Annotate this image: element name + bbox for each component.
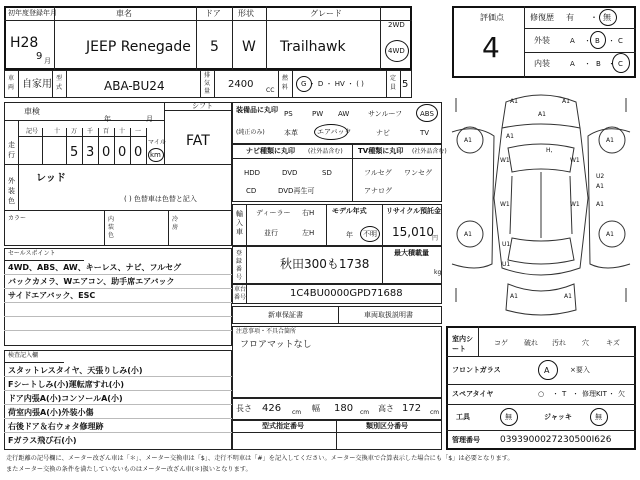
car-name-label: 車名 — [116, 9, 132, 18]
int-c: C — [618, 60, 623, 68]
chassis-label: 車台番号 — [234, 286, 247, 301]
equipment-sublabel: (純正のみ) — [236, 129, 265, 136]
color-value: レッド — [36, 173, 66, 184]
mileage-digit-5: 0 — [134, 145, 143, 160]
notes-label: 注意事項・不具合箇所 — [236, 328, 297, 335]
shift-value: FAT — [186, 133, 210, 149]
svg-text:A1: A1 — [606, 231, 614, 238]
color-note: ( ) 色替車は色替と記入 — [124, 195, 197, 203]
notes-box — [232, 326, 442, 398]
tv-label: TV種類に丸印 — [358, 147, 404, 155]
plate-label: 登録番号 — [236, 250, 243, 281]
damage-diagram — [446, 88, 636, 320]
model-label: 型式 — [56, 75, 63, 91]
cap-label: 定員 — [390, 75, 397, 91]
mileage-digit-2: 3 — [86, 145, 95, 160]
int-a: A — [570, 60, 575, 68]
disp-unit: CC — [266, 87, 275, 94]
equipment-label: 装備品に丸印 — [236, 106, 278, 114]
mgmt-label: 管理番号 — [452, 436, 480, 444]
cooler-label: 冷房 — [172, 216, 179, 231]
inspector-label: 検査記入欄 — [8, 352, 39, 359]
model-year-unknown: 不明 — [363, 230, 377, 238]
interior-seat-label: 室内シート — [452, 335, 473, 353]
registration-month-unit: 月 — [44, 57, 51, 65]
doors-value: 5 — [210, 39, 219, 55]
svg-text:W1: W1 — [570, 157, 580, 164]
svg-text:W1: W1 — [570, 201, 580, 208]
max-load-label: 最大積載量 — [394, 249, 429, 257]
recycle-value: 15,010 — [392, 225, 434, 239]
svg-text:W1: W1 — [500, 201, 510, 208]
fuel-label: 燃料 — [282, 75, 289, 91]
mileage-digit-3: 0 — [102, 145, 111, 160]
use-label: 車両 — [8, 75, 15, 91]
int-b: B — [596, 60, 601, 68]
repair-opt-3: 無 — [603, 13, 611, 22]
registration-month: 9 — [36, 51, 43, 62]
navi-label: ナビ種類に丸印 — [246, 147, 295, 155]
mgmt-value: 0393900027230500I626 — [500, 435, 612, 445]
interior-label: 内装 — [534, 59, 550, 68]
plate-value: 秋田300も1738 — [280, 257, 370, 271]
footer-line2: またメーター交換の条件を満たしていないものはメーター改ざん車(＊)扱いとなります。 — [6, 466, 252, 473]
mileage-unit-km: km — [150, 151, 161, 159]
fuel-options: G ・ D ・ HV ・ ( ) — [301, 80, 364, 88]
svg-text:A1: A1 — [596, 183, 604, 190]
mileage-unit-mile: マイル — [148, 139, 166, 146]
ext-b: B — [595, 37, 600, 45]
model-value: ABA-BU24 — [104, 79, 165, 93]
eval-label: 評価点 — [480, 13, 504, 22]
svg-text:U1: U1 — [502, 241, 511, 248]
svg-text:A1: A1 — [606, 137, 614, 144]
import-label: 輸入車 — [236, 210, 243, 236]
registration-year: H28 — [10, 35, 39, 51]
svg-text:A1: A1 — [564, 293, 572, 300]
inspection-month: 月 — [146, 115, 153, 123]
sales-label: セールスポイント — [8, 250, 56, 257]
shape-label: 形状 — [238, 9, 254, 18]
mileage-digit-4: 0 — [118, 145, 127, 160]
grade-label: グレード — [310, 9, 342, 18]
shift-label: シフト — [192, 102, 213, 110]
notes-value: フロアマットなし — [240, 340, 312, 350]
ext-c: C — [618, 37, 623, 45]
svg-text:U1: U1 — [502, 261, 511, 268]
svg-text:U2: U2 — [596, 173, 605, 180]
disp-label: 排気量 — [204, 72, 211, 95]
height-value: 172 — [402, 403, 422, 414]
use-value: 自家用 — [22, 79, 52, 90]
exterior-label: 外装 — [534, 36, 550, 45]
car-name: JEEP Renegade — [86, 39, 191, 55]
recycle-label: リサイクル預託金 — [386, 207, 442, 215]
registration-label: 初年度登録年月 — [8, 9, 57, 17]
color-label: 外装色 — [8, 177, 15, 205]
svg-text:A1: A1 — [464, 137, 472, 144]
mileage-digit-1: 5 — [70, 145, 79, 160]
tools-label: 工具 — [456, 413, 470, 421]
width-value: 180 — [334, 403, 354, 414]
repair-opt-2: ・ — [590, 13, 598, 22]
svg-text:A1: A1 — [510, 293, 518, 300]
length-value: 426 — [262, 403, 282, 414]
mileage-label: 走行 — [8, 141, 15, 159]
doors-label: ドア — [205, 9, 221, 18]
repair-opt-1: 有 — [566, 13, 574, 22]
eval-score: 4 — [482, 31, 500, 64]
ext-a: A — [570, 37, 575, 45]
auction-sheet: 初年度登録年月 H28 9 月 車名 JEEP Renegade ドア 5 形状 W グレード Trailhawk 2WD 4WD 車両 自家用 型式 ABA-BU24 排気量 2400 CC 燃料 G ・ D ・ HV ・ ( ) 定員 5 評価点 4 修復歴 有 ・ 無 外装 A ・ B ・ C 内装 A ・ B ・ C 車検 年 月 シフト FAT 走行 記号 十 万 千 百 十 一 5 3 0 0 0 マイル km 外装色 レッド ( ) 色替車は色替と記入 カラー 内装色 冷房 装備品に丸印 (純正のみ) PS PW AW サンルーフ ABS 本革 エアバック ナビ TV ナビ種類に丸印 (社外品含む) HDD DVD SD CD DVD再生可 TV種類に丸印 (社外品含む) フルセグ ワンセグ アナログ 輸入車 ディーラー 右H 並行 左H モデル年式 年 不明 リサイクル預託金 15,010 円 登録番号 秋田300も1738 最大積載量 kg 車台番号 1C4BU0000GPD71688 新車保証書 車両取扱説明書 注意事項・不具合箇所 フロアマットなし 長さ 426 cm 幅 180 cm 高さ 172 cm 型式指定番号 類別区分番号 セールスポイント 4WD、ABS、AW、キーレス、ナビ、フルセグ バックカメラ、Wエアコン、助手席エアバック サイドエアバック、ESC 検査記入欄 スタットレスタイヤ、天張りしみ(小) Fシートしみ(小)運転席すれ(小) ドア内張A(小)コンソールA(小) 荷室内張A(小)外装小傷 右後ドア＆右ウォタ修理跡 Fガラス飛び石(小) A1 A1 A1 A1 W1 W1 W1 W1 A1 A1 U2 A1 A1 A1 A1 U1 U1 A1 A1 H, 室内シート コゲ 破れ 汚れ 穴 キズ フロントガラス A ×要入 スペアタイヤ ○ ・ T ・ 修理KIT ・ 欠 工具 無 ジャッキ 無 管理番号 0393900027230500I626 走行距離の記号欄に、メーター改ざん車は「＊」、メーター交換車は「$」、走行不明車は「#」を記入してください。メーター交換車で合算表示した場合にも「$」は必要となります。 またメーター交換の条件を満たしていないものはメーター改ざん車(＊)扱いとなります。 — [0, 0, 640, 480]
svg-text:W1: W1 — [500, 157, 510, 164]
front-glass-label: フロントガラス — [452, 366, 501, 374]
svg-text:H,: H, — [546, 147, 553, 154]
disp-value: 2400 — [228, 79, 254, 90]
cap-value: 5 — [402, 79, 409, 90]
shape-value: W — [242, 39, 256, 55]
inspection-year: 年 — [104, 115, 111, 123]
spare-label: スペアタイヤ — [452, 390, 494, 398]
grade-value: Trailhawk — [280, 39, 346, 55]
drive-2wd: 2WD — [388, 21, 405, 29]
svg-text:A1: A1 — [538, 111, 546, 118]
svg-text:A1: A1 — [464, 231, 472, 238]
repair-history-label: 修復歴 — [530, 13, 554, 22]
footer-line1: 走行距離の記号欄に、メーター改ざん車は「＊」、メーター交換車は「$」、走行不明車は「#」を記入してください。メーター交換車で合算表示した場合にも「$」は必要となります。 — [6, 455, 514, 462]
drive-4wd: 4WD — [388, 47, 405, 55]
inspection-label: 車検 — [24, 107, 40, 116]
jack-label: ジャッキ — [544, 413, 572, 421]
interior-color-label: 内装色 — [108, 216, 115, 239]
model-year-label: モデル年式 — [332, 207, 367, 215]
svg-text:A1: A1 — [562, 98, 570, 105]
svg-text:A1: A1 — [510, 98, 518, 105]
chassis-value: 1C4BU0000GPD71688 — [290, 288, 403, 299]
svg-text:A1: A1 — [506, 133, 514, 140]
svg-text:A1: A1 — [596, 201, 604, 208]
color-no-label: カラー — [8, 215, 27, 222]
